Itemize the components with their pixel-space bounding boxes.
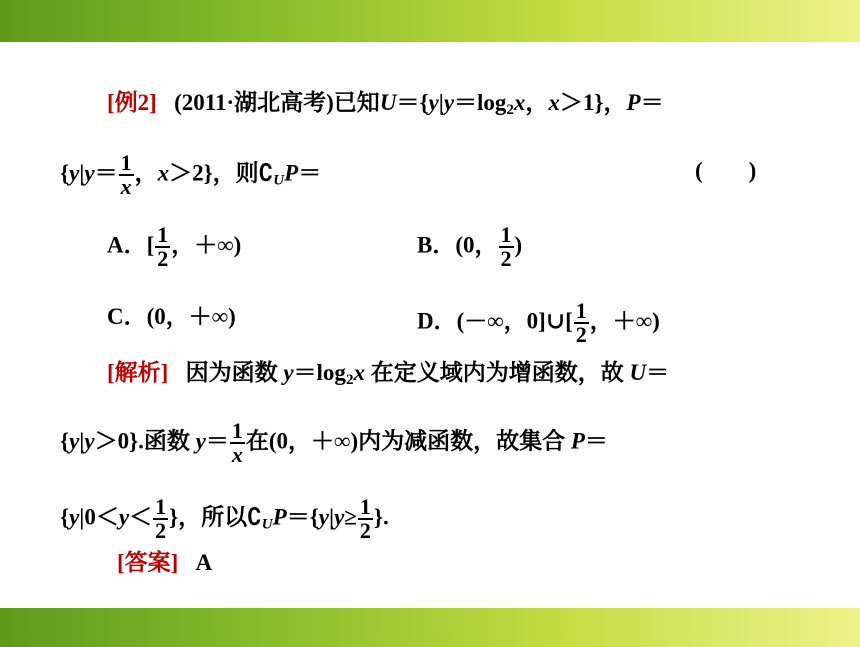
- option-d-tail: ，＋∞): [589, 308, 660, 334]
- sol-s1-e: x: [353, 360, 365, 385]
- sol-s2-g: ＝: [205, 428, 229, 454]
- sol-s2-f: y: [195, 428, 206, 454]
- sol-s1-a: 因为函数: [185, 360, 284, 385]
- q-l2-c: |: [79, 160, 85, 186]
- option-d-label: D．(－∞，0]∪[: [417, 308, 573, 334]
- header-band: [0, 0, 860, 44]
- sol-s1-c: ＝log: [293, 360, 346, 385]
- q-l2-i: U: [273, 172, 285, 189]
- frac-num: 1: [575, 298, 587, 323]
- option-b-label: B．(0，: [417, 232, 498, 258]
- sol-s2-j: ＝: [584, 428, 608, 454]
- sol-s1-g: U: [629, 360, 647, 385]
- sol-s1-h: ＝: [646, 360, 670, 385]
- sol-s3-c: |0＜: [79, 504, 119, 530]
- sol-s2-a: {: [60, 428, 70, 454]
- option-a-fraction: [155, 224, 170, 270]
- q-l2-g: x: [157, 160, 170, 186]
- sol-s2-d: y: [84, 428, 95, 454]
- sol-s3-l: y: [334, 504, 345, 530]
- q-l2-h: ＞2}，则∁: [169, 160, 274, 186]
- sol-s3-m: ≥: [344, 504, 357, 530]
- q-l2-b: y: [69, 160, 80, 186]
- option-b: [417, 224, 522, 270]
- q-l2-j: P: [284, 160, 299, 186]
- option-b-fraction: [499, 224, 514, 270]
- solution-fraction-1-over-2-a: [153, 496, 168, 542]
- option-a: [107, 224, 241, 270]
- sol-s2-h: 在(0，＋∞)内为减函数，故集合: [245, 428, 571, 454]
- sol-s2-i: P: [570, 428, 585, 454]
- option-d-fraction: [574, 300, 589, 346]
- q-l1-h: 2: [506, 102, 514, 118]
- frac-num: 1: [120, 150, 132, 175]
- sol-s2-b: y: [69, 428, 80, 454]
- sol-s3-a: {: [60, 504, 70, 530]
- option-a-label: A．[: [107, 232, 155, 258]
- frac-den: 2: [155, 518, 167, 543]
- sol-s1-d: 2: [345, 372, 354, 388]
- sol-s2-c: |: [79, 428, 85, 454]
- q-l1-l: ＞1}，: [559, 90, 627, 115]
- q-l1-n: ＝: [640, 90, 664, 115]
- sol-s3-b: y: [69, 504, 80, 530]
- q-l1-i: x: [513, 90, 526, 115]
- q-l1-d: y: [428, 90, 439, 115]
- question-line-2: [60, 152, 321, 198]
- option-a-tail: ，＋∞): [171, 232, 242, 258]
- q-l1-c: ＝{: [396, 90, 429, 115]
- frac-num: 1: [231, 418, 243, 443]
- analysis-tag: [解析]: [107, 360, 169, 385]
- answer-value: A: [195, 550, 213, 575]
- frac-den: 2: [359, 518, 371, 543]
- q-l1-f: y: [443, 90, 455, 115]
- q-l2-a: {: [60, 160, 70, 186]
- sol-s2-e: ＞0}.函数: [94, 428, 196, 454]
- sol-s1-f: 在定义域内为增函数，故: [364, 360, 630, 385]
- q-l1-k: x: [548, 90, 560, 115]
- q-l2-e: ＝: [94, 160, 118, 186]
- answer-parentheses: ( ): [695, 158, 757, 183]
- frac-den: 2: [575, 322, 587, 347]
- option-d: [417, 300, 660, 346]
- frac-num: 1: [359, 494, 371, 519]
- frac-den: x: [120, 174, 132, 199]
- q-l1-e: |: [438, 90, 444, 115]
- frac-num: 1: [155, 494, 167, 519]
- sol-s3-d: y: [118, 504, 130, 530]
- answer-line: [117, 548, 212, 578]
- sol-s3-f: }，所以∁: [169, 504, 262, 530]
- solution-line-1: [107, 358, 669, 395]
- question-line-1: [107, 88, 664, 125]
- solution-fraction-1-over-2-b: [358, 496, 373, 542]
- footer-band: [0, 606, 860, 647]
- q-l1-b: U: [379, 90, 397, 115]
- sol-s3-g: U: [261, 516, 273, 533]
- option-b-tail: ): [514, 232, 523, 258]
- q-l1-a: (2011·湖北高考)已知: [174, 90, 380, 115]
- sol-s3-h: P: [272, 504, 287, 530]
- q-l2-f: ，: [134, 160, 158, 186]
- sol-s3-e: ＜: [129, 504, 153, 530]
- frac-den: x: [231, 442, 243, 467]
- q-l1-j: ，: [525, 90, 549, 115]
- option-c: C．(0，＋∞): [107, 304, 236, 329]
- sol-s1-b: y: [283, 360, 294, 385]
- q-l1-g: ＝log: [454, 90, 507, 115]
- sol-s3-k: |: [329, 504, 335, 530]
- solution-fraction-1-over-x: [230, 420, 245, 466]
- sol-s3-i: ＝{: [286, 504, 319, 530]
- answer-tag: [答案]: [117, 550, 179, 575]
- sol-s3-n: }.: [373, 504, 389, 530]
- frac-num: 1: [157, 222, 169, 247]
- solution-line-2: [60, 420, 608, 466]
- q-l1-m: P: [626, 90, 641, 115]
- frac-num: 1: [500, 222, 512, 247]
- frac-den: 2: [157, 246, 169, 271]
- sol-s3-j: y: [318, 504, 329, 530]
- fraction-1-over-x: [119, 152, 134, 198]
- q-l2-d: y: [84, 160, 95, 186]
- frac-den: 2: [500, 246, 512, 271]
- solution-line-3: [60, 496, 389, 542]
- q-l2-k: ＝: [298, 160, 322, 186]
- example-tag: [例2]: [107, 90, 157, 115]
